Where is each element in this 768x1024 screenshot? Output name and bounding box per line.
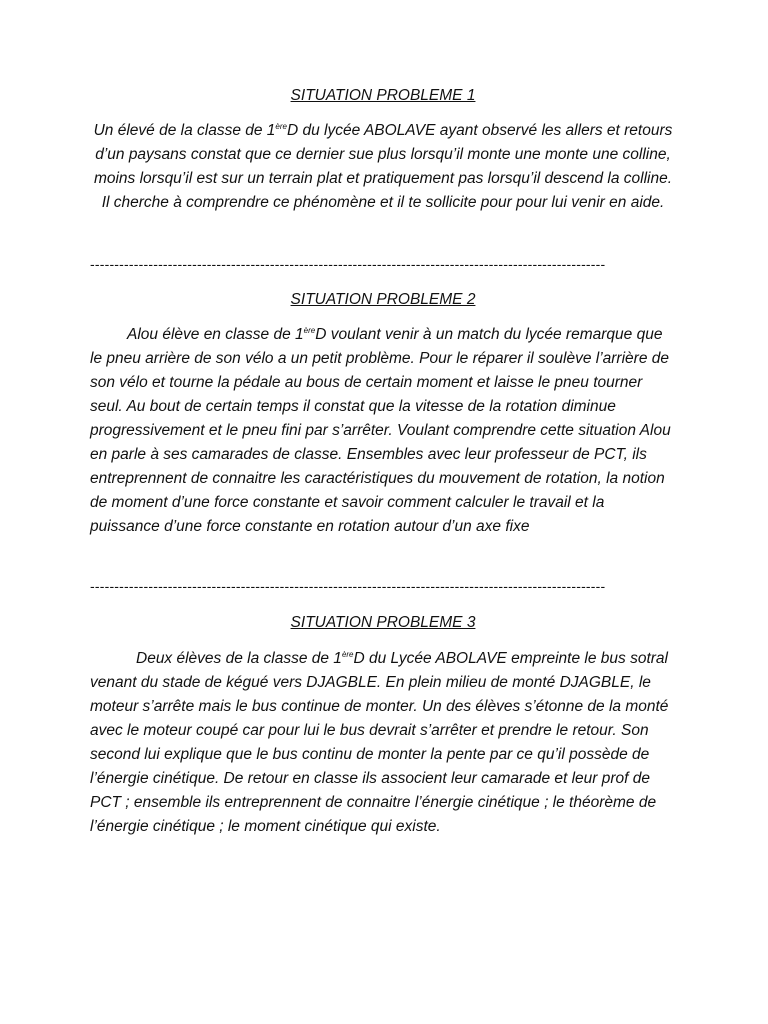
- section-title-1: SITUATION PROBLEME 1: [290, 87, 476, 104]
- section-paragraph-1: [90, 119, 676, 215]
- ordinal-superscript: ère: [275, 122, 287, 131]
- section-paragraph-2: [90, 323, 676, 539]
- paragraph-text-start: Un élevé de la classe de 1: [93, 122, 276, 139]
- ordinal-superscript: ère: [341, 650, 354, 659]
- paragraph-text-start: Alou élève en classe de 1: [127, 326, 304, 343]
- dashed-separator: ----------------------------------------------------------------------------------------------------------: [90, 578, 606, 594]
- section-title-2: SITUATION PROBLEME 2: [290, 291, 476, 308]
- paragraph-text-rest: D du Lycée ABOLAVE empreinte le bus sotral venant du stade de kégué vers DJAGBLE. En plein milieu de monté DJAGBLE, le moteur s’arrête mais le bus continue de monter. Un des élèves s’étonne de la monté avec le moteur coupé car pour lui le bus devrait s’arrêter et prendre le retour. Son second lui explique que le bus continu de monter la pente par ce qu’il possède de l’énergie cinétique. De retour en classe ils associent leur camarade et leur prof de PCT ; ensemble ils entreprennent de connaitre l’énergie cinétique ; le théorème de l’énergie cinétique ; le moment cinétique qui existe.: [90, 650, 669, 835]
- section-title-3: SITUATION PROBLEME 3: [290, 614, 476, 631]
- section-paragraph-3: [90, 647, 676, 839]
- paragraph-text-rest: D du lycée ABOLAVE ayant observé les allers et retours d’un paysans constat que ce dernier sue plus lorsqu’il monte une monte une colline, moins lorsqu’il est sur un terrain plat et pratiquement pas lorsqu’il descend la colline. Il cherche à comprendre ce phénomène et il te sollicite pour pour lui venir en aide.: [93, 122, 673, 211]
- dashed-separator: ----------------------------------------------------------------------------------------------------------: [90, 256, 606, 272]
- paragraph-text-start: Deux élèves de la classe de 1: [136, 650, 342, 667]
- ordinal-superscript: ère: [303, 326, 316, 335]
- paragraph-text-rest: D voulant venir à un match du lycée remarque que le pneu arrière de son vélo a un petit problème. Pour le réparer il soulève l’arrière de son vélo et tourne la pédale au bous de certain moment et laisse le pneu tourner seul. Au bout de certain temps il constat que la vitesse de la rotation diminue progressivement et le pneu fini par s’arrêter. Voulant comprendre cette situation Alou en parle à ses camarades de classe. Ensembles avec leur professeur de PCT, ils entreprennent de connaitre les caractéristiques du mouvement de rotation, la notion de moment d’une force constante et savoir comment calculer le travail et la puissance d’une force constante en rotation autour d’un axe fixe: [90, 326, 671, 535]
